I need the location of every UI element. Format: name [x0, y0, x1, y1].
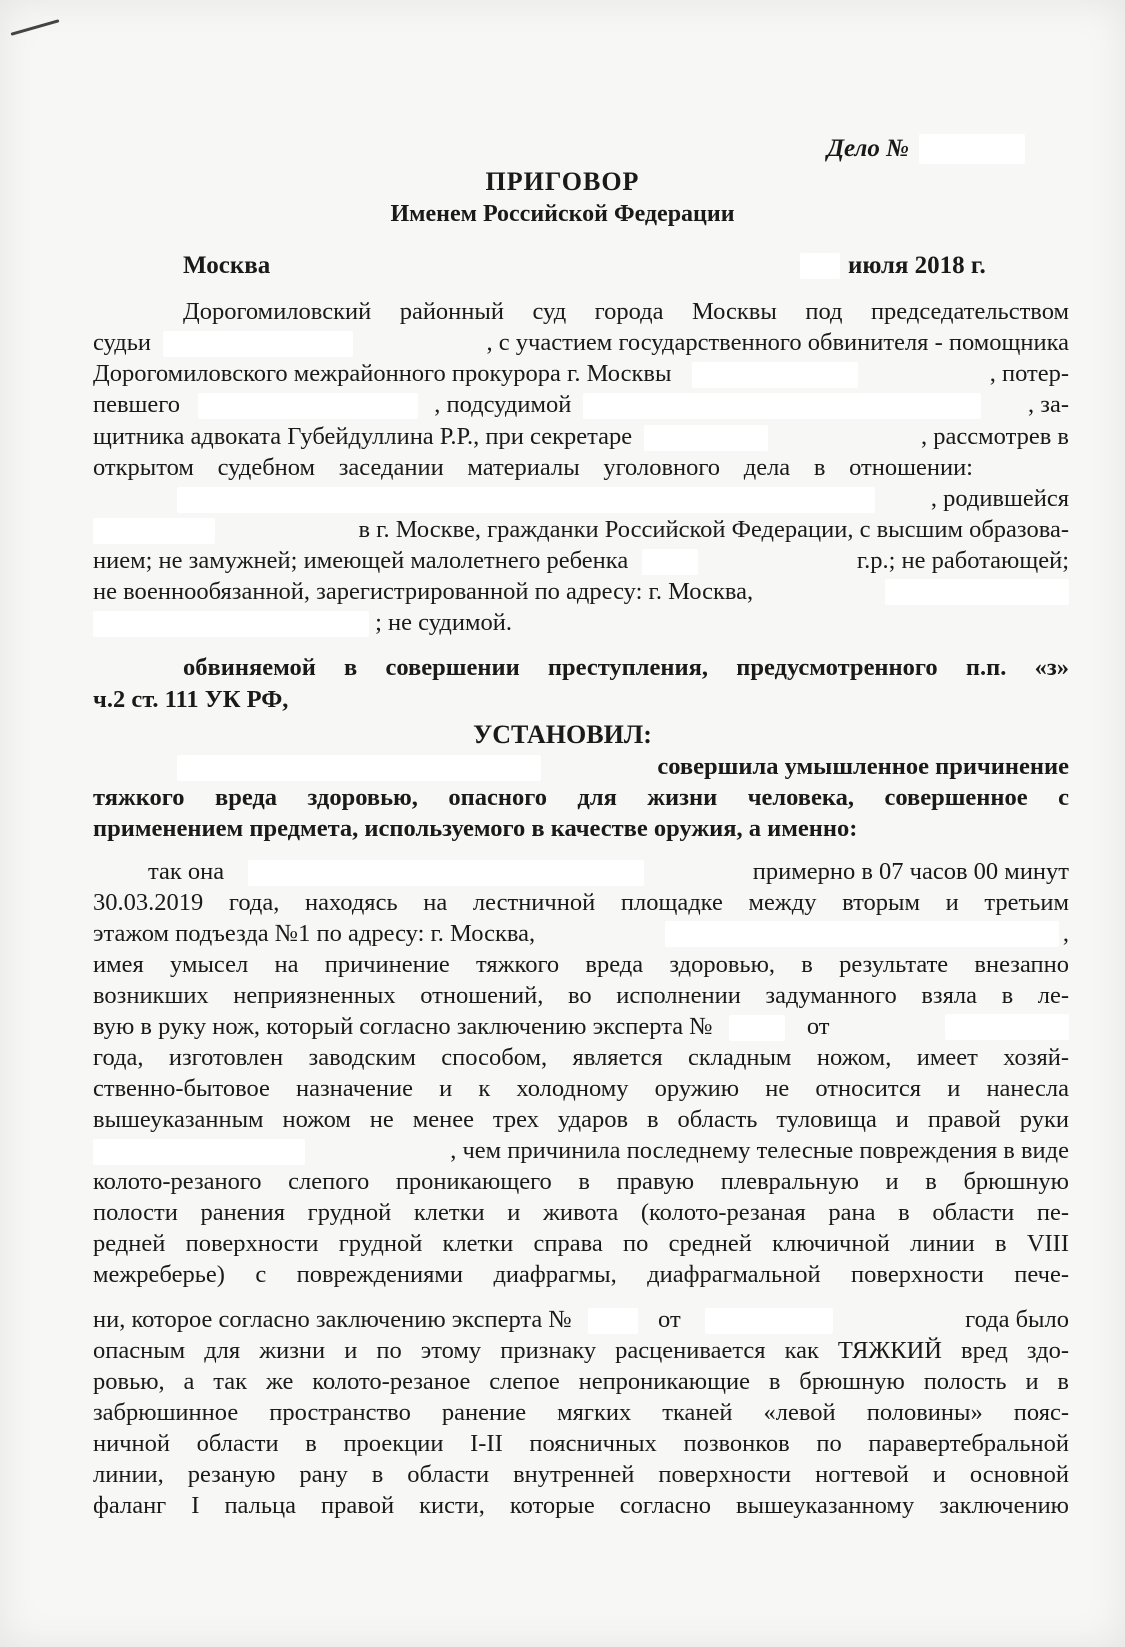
body-line-9: [93, 546, 1069, 576]
text-line-8: ственно-бытовое назначение и к холодному оружию не относится и нанесла: [93, 1075, 1069, 1102]
text-line-9: вышеуказанным ножом не менее трех ударов в область туловища и правой руки: [93, 1106, 1069, 1133]
text: , чем причинила последнему телесные повреждения в виде: [450, 1137, 1069, 1164]
redacted-victim: [198, 393, 418, 419]
redacted-address: [885, 579, 1069, 605]
redacted-child-year: [642, 549, 698, 575]
text: , с участием государственного обвинителя - помощника: [486, 329, 1069, 356]
text: этажом подъезда №1 по адресу: г. Москва,: [93, 920, 536, 947]
text: , потер-: [989, 360, 1069, 387]
established-line-1: [93, 752, 1069, 782]
text: примерно в 07 часов 00 минут: [752, 858, 1069, 885]
redacted-defendant-name-3: [248, 860, 644, 886]
charge-line-1: обвиняемой в совершении преступления, предусмотренного п.п. «з»: [183, 654, 1069, 681]
text-line-6: [93, 1012, 1069, 1042]
text-line-11: колото-резаного слепого проникающего в правую плевральную и в брюшную: [93, 1168, 1069, 1195]
established-heading: УСТАНОВИЛ:: [473, 720, 652, 749]
text-line-19: ничной области в проекции I-II поясничных позвонков по паравертебральной: [93, 1430, 1069, 1457]
text: , подсудимой: [434, 391, 572, 418]
text: Дорогомиловского межрайонного прокурора г. Москвы: [93, 360, 672, 387]
text-line-16: опасным для жизни и по этому признаку расценивается как ТЯЖКИЙ вред здо-: [93, 1337, 1069, 1364]
redacted-address-cont: [93, 611, 369, 637]
text-line-20: линии, резаную рану в области внутренней поверхности ногтевой и основной: [93, 1461, 1069, 1488]
pen-mark: [11, 19, 60, 36]
body-line-8: [93, 515, 1069, 545]
text-line-3: этажом подъезда №1 по адресу: г. Москва, ,: [93, 920, 1069, 947]
text-line-4: имея умысел на причинение тяжкого вреда здоровью, в результате внезапно: [93, 951, 1069, 978]
text: вую в руку нож, который согласно заключению эксперта №: [93, 1013, 713, 1040]
date: июля 2018 г.: [848, 252, 986, 279]
text-line-5: возникших неприязненных отношений, во исполнении задуманного взяла в ле-: [93, 982, 1069, 1009]
text: г.р.; не работающей;: [856, 547, 1069, 574]
text-line-13: редней поверхности грудной клетки справа по средней ключичной линии в VIII: [93, 1230, 1069, 1257]
redacted-defendant: [583, 393, 981, 419]
text: от: [806, 1013, 830, 1040]
city: Москва: [183, 252, 271, 279]
text: певшего: [93, 391, 180, 418]
charge-line-2: ч.2 ст. 111 УК РФ,: [93, 686, 289, 713]
text: , родившейся: [930, 485, 1069, 512]
text: судьи: [93, 329, 152, 356]
text: в г. Москве, гражданки Российской Федерации, с высшим образова-: [358, 516, 1069, 543]
body-line-11: [93, 608, 1069, 638]
text-line-1: [93, 857, 1069, 887]
redacted-judge: [163, 331, 353, 357]
body-line-4: [93, 390, 1069, 420]
text: года было: [965, 1306, 1069, 1333]
body-line-7: [93, 484, 1069, 514]
text-line-21: фаланг I пальца правой кисти, которые согласно вышеуказанному заключению: [93, 1492, 1069, 1519]
redacted-birthdate: [93, 518, 215, 544]
text-line-2: 30.03.2019 года, находясь на лестничной площадке между вторым и третьим: [93, 889, 1069, 916]
city-date-line: [183, 251, 1003, 281]
text-line-18: забрюшинное пространство ранение мягких тканей «левой половины» пояс-: [93, 1399, 1069, 1426]
redacted-prosecutor: [692, 362, 858, 388]
redacted-incident-address: [665, 921, 1059, 947]
text: нием; не замужней; имеющей малолетнего ребенка: [93, 547, 629, 574]
body-line-3: [93, 359, 1069, 389]
text: , за-: [1028, 391, 1069, 418]
redacted-expert-no-2: [588, 1308, 638, 1334]
text-line-17: ровью, а так же колото-резаное слепое непроникающие в брюшную полость и в: [93, 1368, 1069, 1395]
text-line-15: [93, 1305, 1069, 1335]
redacted-defendant-name-2: [177, 755, 541, 781]
redacted-case-number: [919, 134, 1025, 164]
text: совершила умышленное причинение: [657, 753, 1069, 780]
text: не военнообязанной, зарегистрированной по адресу: г. Москва,: [93, 578, 754, 605]
redacted-secretary: [644, 425, 768, 451]
text-line-10: [93, 1136, 1069, 1166]
text: от: [658, 1306, 681, 1333]
text: так она: [148, 858, 225, 885]
document-subtitle: Именем Российской Федерации: [390, 201, 735, 227]
redacted-day: [800, 253, 840, 279]
text-line-7: года, изготовлен заводским способом, является складным ножом, имеет хозяй-: [93, 1044, 1069, 1071]
text-line-12: полости ранения грудной клетки и живота (колото-резаная рана в области пе-: [93, 1199, 1069, 1226]
redacted-defendant-name: [177, 487, 875, 513]
text: , рассмотрев в: [921, 423, 1069, 450]
body-line-6: открытом судебном заседании материалы уголовного дела в отношении:: [93, 454, 973, 481]
body-line-10: [93, 577, 1069, 607]
redacted-expert-date: [945, 1014, 1069, 1040]
case-number-label: Дело №: [826, 135, 909, 162]
redacted-expert-no: [729, 1015, 785, 1041]
body-line-1: Дорогомиловский районный суд города Москвы под председательством: [183, 298, 1069, 325]
body-line-5: [93, 422, 1069, 452]
document-title: ПРИГОВОР: [485, 167, 640, 196]
case-number: [827, 134, 1025, 164]
body-line-2: [93, 328, 1069, 358]
established-line-3: применением предмета, используемого в качестве оружия, а именно:: [93, 815, 858, 842]
redacted-expert-date-2: [705, 1308, 833, 1334]
text: ни, которое согласно заключению эксперта №: [93, 1306, 572, 1333]
text-line-14: межреберье) с повреждениями диафрагмы, диафрагмальной поверхности пече-: [93, 1261, 1069, 1288]
redacted-victim-2: [93, 1139, 305, 1165]
established-line-2: тяжкого вреда здоровью, опасного для жизни человека, совершенное с: [93, 784, 1069, 811]
text: щитника адвоката Губейдуллина Р.Р., при секретаре: [93, 423, 633, 450]
text: ; не судимой.: [375, 609, 512, 636]
